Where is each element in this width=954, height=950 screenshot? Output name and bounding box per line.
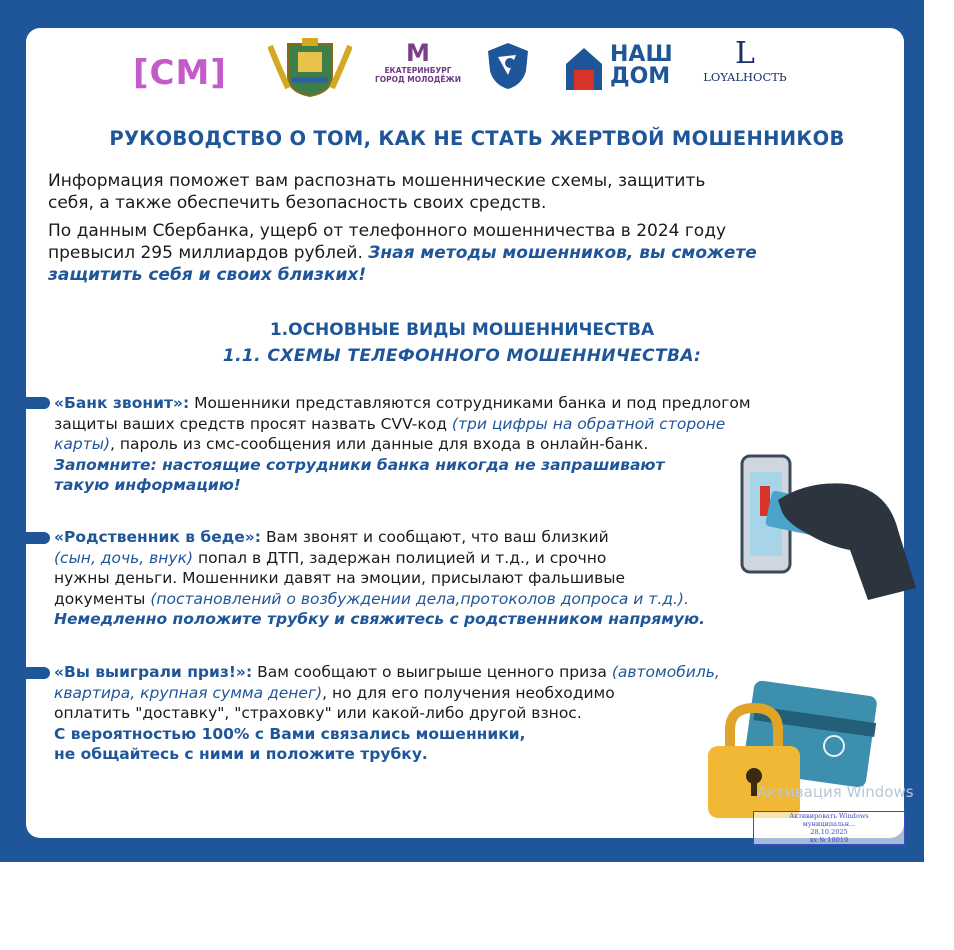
intro-paragraph-1	[48, 170, 868, 214]
intro-accent-line: защитить себя и своих близких!	[48, 265, 367, 285]
scheme-title: «Родственник в беде»:	[54, 528, 262, 546]
bullet-marker	[26, 397, 50, 409]
bullet-marker	[26, 532, 50, 544]
windows-activation-watermark: Активация Windows	[757, 783, 914, 801]
card-padlock-illustration	[700, 680, 880, 830]
scheme-warning: не общайтесь с ними и положите трубку.	[54, 745, 428, 763]
subsection-heading: 1.1. СХЕМЫ ТЕЛЕФОННОГО МОШЕННИЧЕСТВА:	[222, 346, 702, 366]
scheme-warning: Немедленно положите трубку и свяжитесь с родственником напрямую.	[54, 610, 705, 628]
cm-logo-text: [СМ]	[133, 53, 227, 93]
scheme-note: (три цифры на обратной стороне	[451, 414, 726, 433]
intro-line: себя, а также обеспечить безопасность своих средств.	[48, 193, 547, 213]
intro-line: Информация поможет вам распознать мошеннические схемы, защитить	[48, 171, 706, 191]
scheme-relative-in-trouble	[54, 527, 834, 630]
scheme-warning: Запомните: настоящие сотрудники банка никогда не запрашивают	[54, 455, 665, 474]
intro-line: По данным Сбербанка, ущерб от телефонного мошенничества в 2024 году	[48, 221, 727, 241]
scheme-line	[54, 414, 874, 435]
stamp-line: вх № 18019	[809, 836, 849, 844]
intro-text: превысил 295 миллиардов рублей.	[48, 243, 363, 263]
scheme-warning: такую информацию!	[54, 476, 241, 494]
scheme-text: документы	[54, 589, 146, 608]
scheme-title: «Вы выиграли приз!»:	[54, 663, 253, 681]
scheme-text: Вам сообщают о выигрыше ценного приза	[257, 663, 607, 681]
page-title: РУКОВОДСТВО О ТОМ, КАК НЕ СТАТЬ ЖЕРТВОЙ МОШЕННИКОВ	[109, 127, 845, 150]
registration-stamp	[753, 811, 905, 845]
loyalnost-logo	[690, 38, 800, 84]
scheme-text: , пароль из смс-сообщения или данные для входа в онлайн-банк.	[110, 435, 649, 453]
dom-text: ДОМ	[610, 64, 671, 89]
scheme-text: попал в ДТП, задержан полицией и т.д., и срочно	[197, 548, 607, 567]
scheme-note: (постановлений о возбуждении дела,протоколов допроса и т.д.).	[150, 589, 689, 608]
ekaterinburg-coat-of-arms-logo	[268, 36, 352, 102]
stamp-line: 28.10.2025	[810, 828, 848, 836]
scheme-line	[54, 548, 834, 569]
scheme-line	[54, 527, 834, 548]
ekaterinburg-logo-text: ЕКАТЕРИНБУРГ ГОРОД МОЛОДЁЖИ	[374, 66, 462, 84]
stamp-line: муниципальн...	[802, 820, 856, 828]
scheme-text: оплатить "доставку", "страховку" или какой-либо другой взнос.	[54, 704, 582, 722]
section-heading: 1.ОСНОВНЫЕ ВИДЫ МОШЕННИЧЕСТВА	[269, 320, 655, 340]
intro-paragraph-2	[48, 220, 868, 286]
scheme-note: (автомобиль,	[611, 663, 720, 681]
scheme-line	[54, 393, 874, 414]
loyalnost-mark: L	[735, 36, 755, 71]
scheme-text: Вам звонят и сообщают, что ваш близкий	[265, 528, 609, 546]
cm-logo	[133, 53, 227, 93]
intro-accent: Зная методы мошенников, вы сможете	[368, 243, 757, 263]
loyalnost-text: LOYALНОСТЬ	[703, 70, 787, 84]
scheme-text: защиты ваших средств просят назвать CVV-код	[54, 414, 447, 433]
scheme-line	[54, 589, 834, 610]
scheme-warning: С вероятностью 100% с Вами связались мошенники,	[54, 724, 526, 743]
intro-line	[48, 242, 868, 264]
nash-dom-logo	[562, 44, 672, 94]
nash-text: НАШ	[610, 42, 673, 67]
scheme-text: , но для его получения необходимо	[322, 683, 615, 702]
ekaterinburg-youth-logo	[372, 40, 464, 84]
scheme-note: карты)	[54, 435, 111, 453]
bullet-marker	[26, 667, 50, 679]
shield-logo	[486, 41, 530, 95]
scheme-title: «Банк звонит»:	[54, 394, 190, 412]
scheme-text: Мошенники представляются сотрудниками банка и под предлогом	[194, 394, 751, 412]
scheme-note: (сын, дочь, внук)	[54, 548, 193, 567]
scheme-note: квартира, крупная сумма денег)	[54, 683, 323, 702]
scheme-text: нужны деньги. Мошенники давят на эмоции, присылают фальшивые	[54, 569, 626, 587]
ekaterinburg-m-mark: M	[406, 39, 430, 67]
stamp-line: Активировать Windows	[789, 812, 869, 820]
